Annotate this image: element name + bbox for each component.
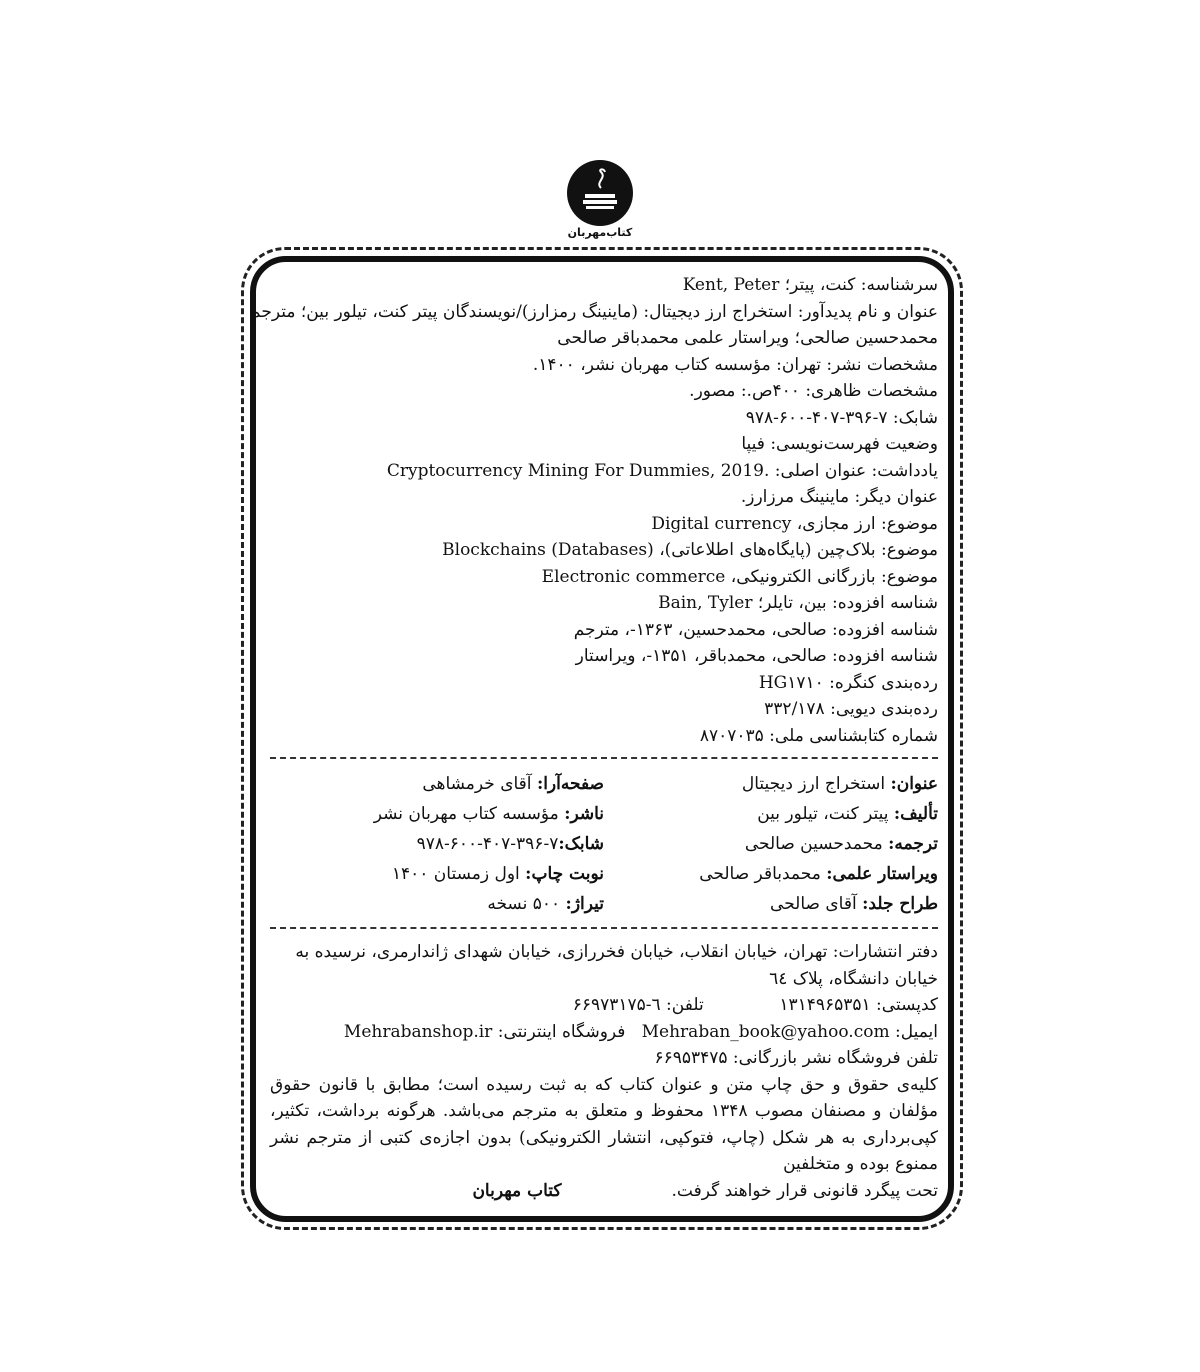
lc-classification: رده‌بندی کنگره: HG۱۷۱۰: [758, 672, 938, 693]
isbn: شابک: ۷-۳۹۶-۴۰۷-۶۰۰-۹۷۸: [745, 407, 938, 428]
other-title: عنوان دیگر: ماینینگ مرزارز.: [740, 487, 938, 507]
email-link[interactable]: Mehraban_book@yahoo.com: [641, 1021, 890, 1042]
credit-print-run: نوبت چاپ: اول زمستان ۱۴۰۰: [391, 864, 604, 884]
copyright-notice: کلیه‌ی حقوق و حق چاپ متن و عنوان کتاب که به ثبت رسیده است؛ مطابق با قانون حقوق مؤلفان و مصنفان مصوب ۱۳۴۸ محفوظ و متعلق به مترجم می‌باشد. هرگونه برداشت، تکثیر، کپی‌برداری به هر شکل (چاپ، فتوکپی، انتشار الکترونیکی) بدون اجازه‌ی کتبی از مترجم نشر ممنوع بوده و متخلفین: [270, 1074, 938, 1174]
store-phone: تلفن فروشگاه نشر بازرگانی: ۶۶۹۵۳۴۷۵: [654, 1048, 938, 1068]
publication-info: مشخصات نشر: تهران: مؤسسه کتاب مهربان نشر، ۱۴۰۰.: [532, 354, 938, 375]
credits-block: [270, 769, 938, 919]
credit-cover-designer: طراح جلد: آقای صالحی: [770, 894, 938, 914]
divider: [270, 927, 938, 929]
credit-editor: ویراستار علمی: محمدباقر صالحی: [699, 864, 938, 884]
brand-signature: کتاب مهربان: [472, 1180, 562, 1201]
author-heading: سرشناسه: کنت، پیتر؛ Kent, Peter: [682, 275, 938, 295]
swirl-icon: [591, 168, 611, 190]
subject-1: موضوع: ارز مجازی، Digital currency: [651, 513, 938, 534]
credit-title: عنوان: استخراج ارز دیجیتال: [741, 774, 938, 794]
logo-wordmark: کتاب‌مهربان: [567, 226, 633, 239]
credit-author: تألیف: پیتر کنت، تیلور بین: [757, 804, 938, 824]
credits-right-column: [604, 769, 938, 919]
cataloging-record: [250, 272, 938, 1204]
credits-left-column: [270, 769, 604, 919]
subject-3: موضوع: بازرگانی الکترونیکی، Electronic commerce: [541, 566, 938, 587]
credit-isbn: شابک:۷-۳۹۶-۴۰۷-۶۰۰-۹۷۸: [416, 834, 604, 854]
national-bibliography-number: شماره کتابشناسی ملی: ۸۷۰۷۰۳۵: [699, 725, 938, 746]
office-address: دفتر انتشارات: تهران، خیابان انقلاب، خیابان فخررازی، خیابان شهدای ژاندارمری، نرسیده به خیابان دانشگاه، پلاک ٦٤: [295, 942, 938, 989]
copyright-last-line: تحت پیگرد قانونی قرار خواهند گرفت.کتاب مهربان: [472, 1180, 938, 1201]
note: یادداشت: عنوان اصلی: Cryptocurrency Mining For Dummies, 2019.: [386, 460, 938, 481]
book-icon: [583, 190, 617, 210]
divider: [270, 757, 938, 759]
publisher-logo: [567, 160, 633, 240]
credit-layout: صفحه‌آرا: آقای خرمشاهی: [422, 774, 604, 794]
added-entry-2: شناسه افزوده: صالحی، محمدحسین، ۱۳۶۳-، مترجم: [573, 619, 938, 640]
title-responsibility-line2: محمدحسین صالحی؛ ویراستار علمی محمدباقر صالحی: [557, 328, 938, 348]
credit-translator: ترجمه: محمدحسین صالحی: [744, 834, 938, 854]
cataloging-status: وضعیت فهرست‌نویسی: فیپا: [741, 434, 938, 454]
email-shop: ایمیل: Mehraban_book@yahoo.com فروشگاه اینترنتی: Mehrabanshop.ir: [343, 1021, 938, 1042]
postal-phone: کدپستی: ۱۳۱۴۹۶۵۳۵۱ تلفن: ٦-۶۶۹۷۳۱۷۵: [572, 995, 938, 1015]
credit-circulation: تیراژ: ۵۰۰ نسخه: [487, 894, 604, 914]
shop-link[interactable]: Mehrabanshop.ir: [343, 1021, 493, 1042]
title-responsibility-line1: عنوان و نام پدیدآور: استخراج ارز دیجیتال: (ماینینگ رمزارز)/نویسندگان پیتر کنت، تیلور بین؛ مترجم: [250, 301, 938, 322]
added-entry-1: شناسه افزوده: بین، تایلر؛ Bain, Tyler: [658, 593, 938, 613]
physical-description: مشخصات ظاهری: ۴۰۰ص.: مصور.: [689, 381, 938, 401]
added-entry-3: شناسه افزوده: صالحی، محمدباقر، ۱۳۵۱-، ویراستار: [575, 646, 938, 666]
logo-emblem: [567, 160, 633, 226]
dewey-classification: رده‌بندی دیویی: ۳۳۲/۱۷۸: [764, 699, 938, 719]
credit-publisher: ناشر: مؤسسه کتاب مهربان نشر: [373, 804, 604, 824]
subject-2: موضوع: بلاک‌چین (پایگاه‌های اطلاعاتی)، Blockchains (Databases): [442, 540, 938, 560]
